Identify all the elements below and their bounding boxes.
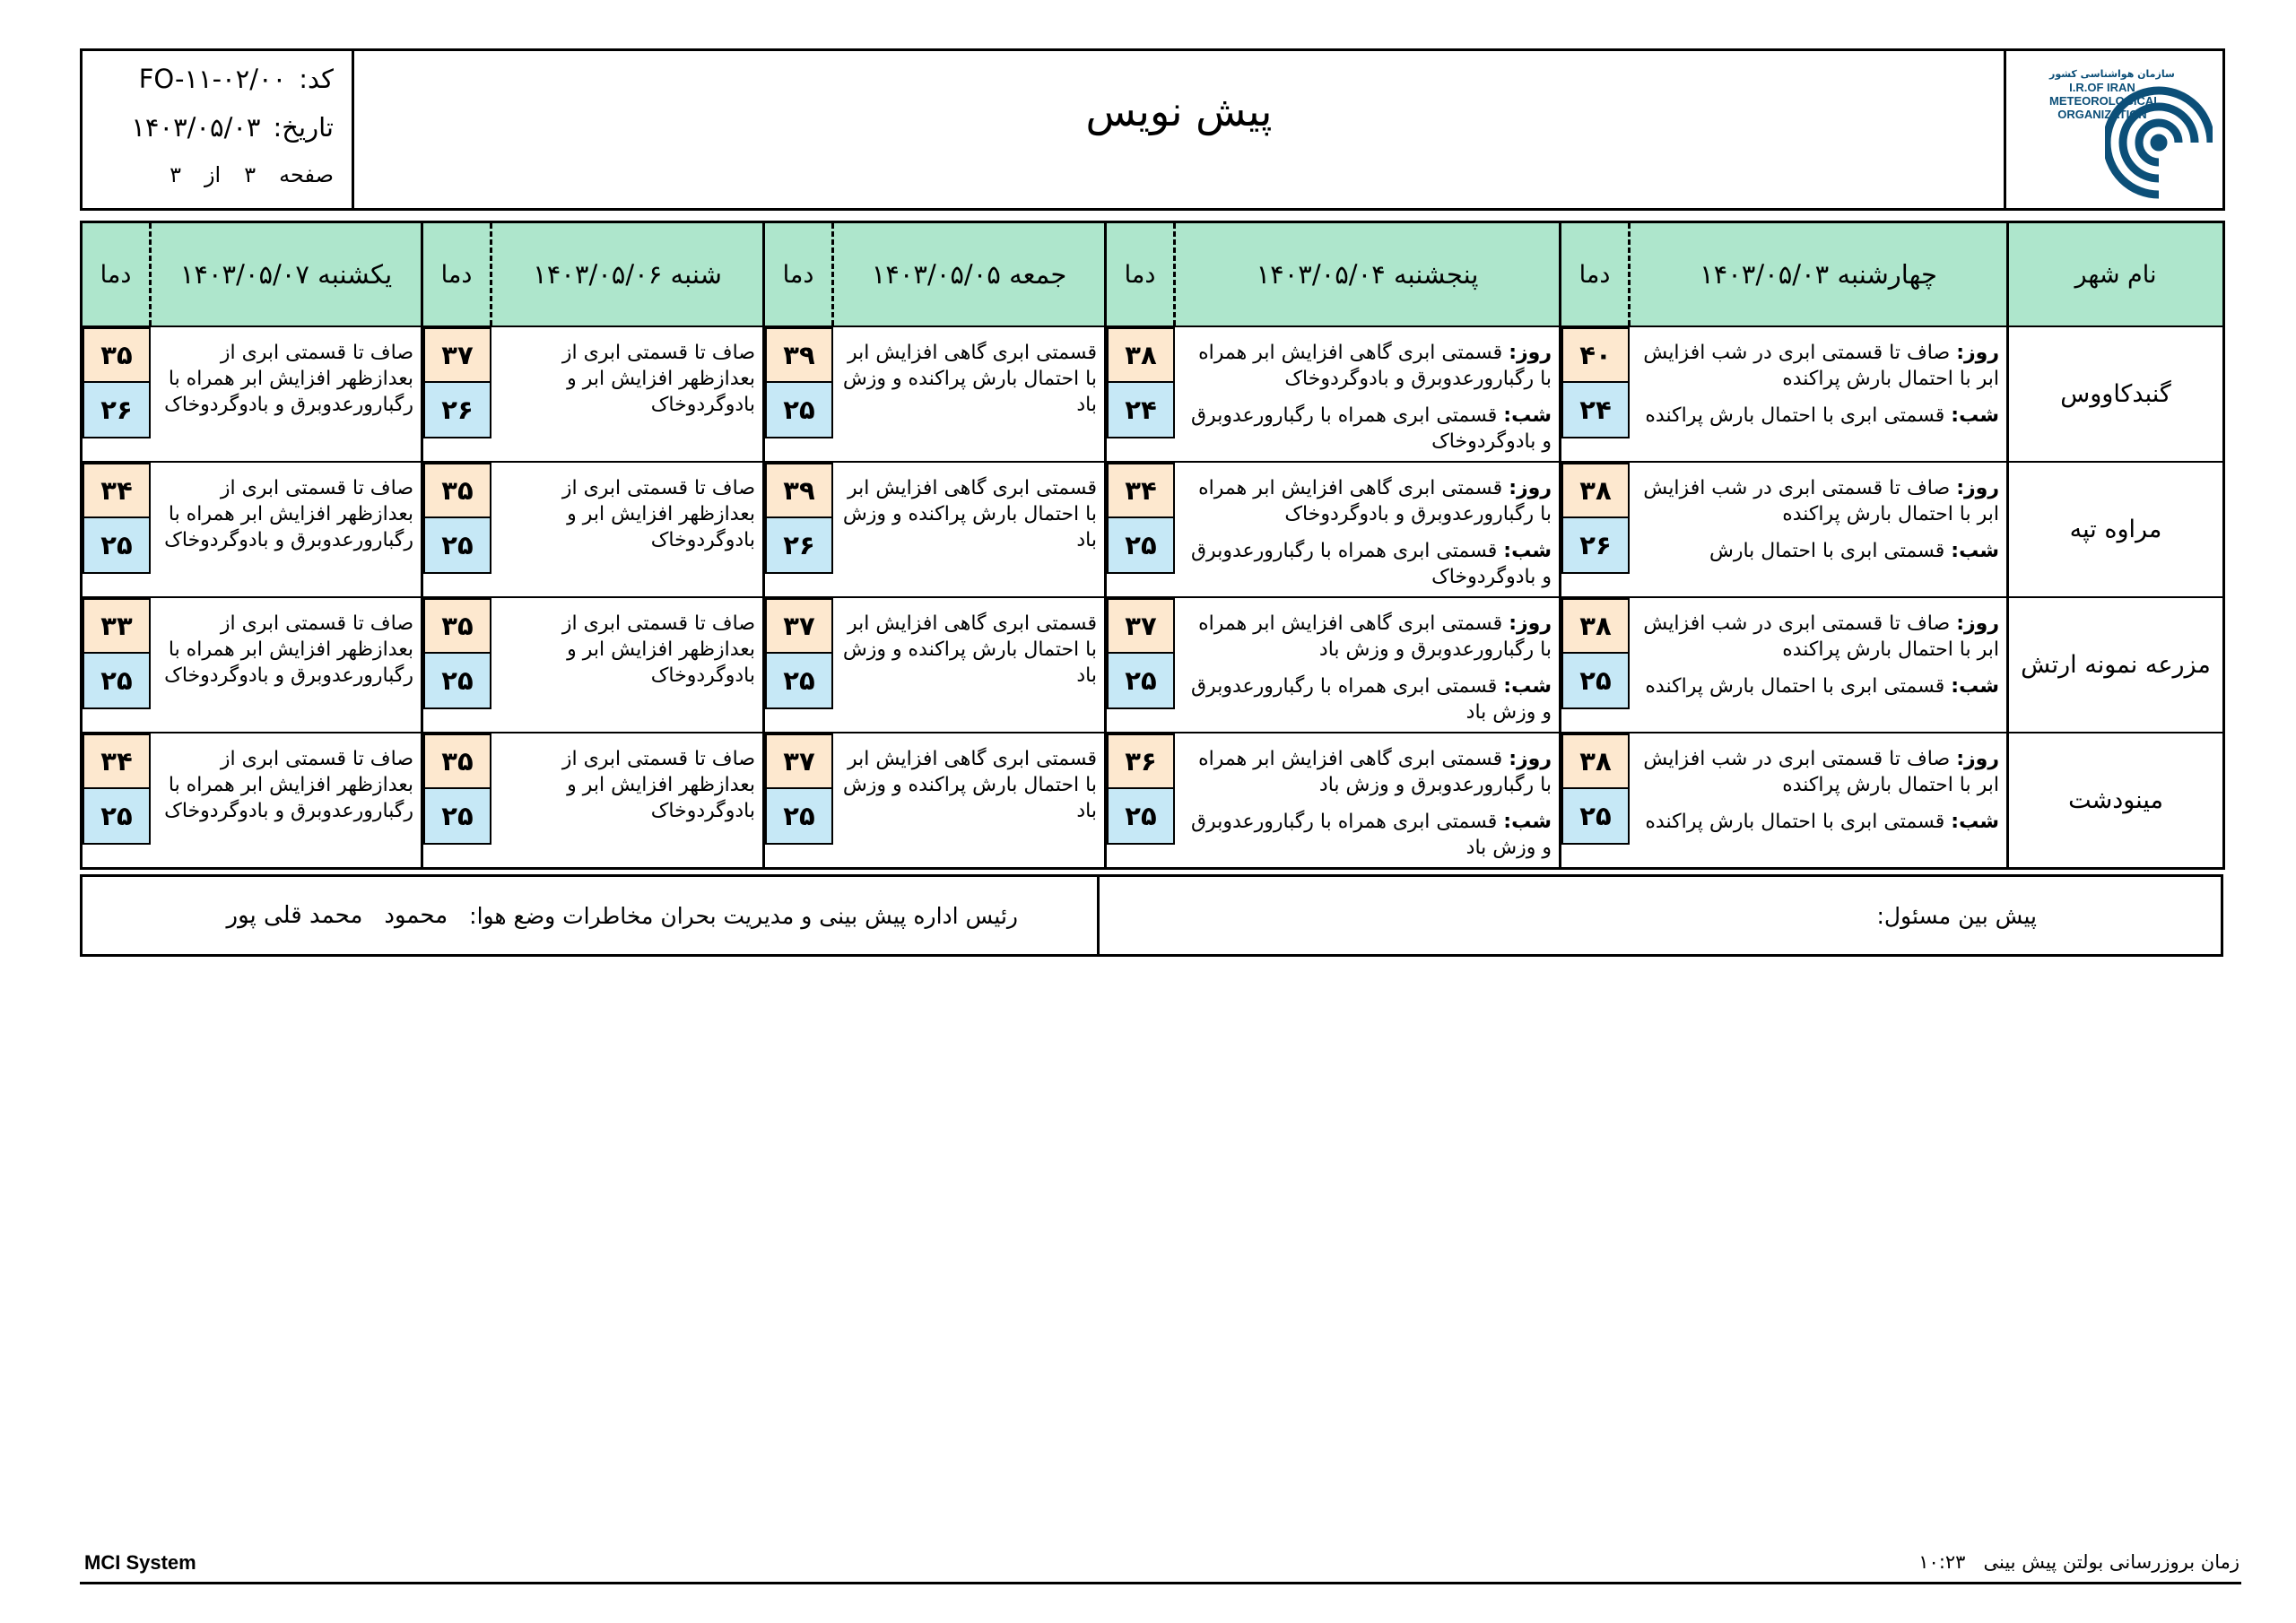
day-cell (1104, 733, 1559, 867)
update-label: زمان بروزرسانی بولتن پیش بینی (1983, 1551, 2239, 1573)
max-temp: ۳۵ (423, 463, 491, 518)
date-value: ۱۴۰۳/۰۵/۰۳ (131, 112, 261, 143)
night-label: شب: (1951, 675, 1999, 698)
min-temp: ۲۴ (1107, 383, 1175, 438)
min-temp: ۲۵ (1107, 518, 1175, 574)
forecast-description (149, 598, 421, 732)
logo-text (2049, 67, 2175, 121)
forecast-text: صاف تا قسمتی ابری از بعدازظهر افزایش ابر و بادوگردوخاک (561, 342, 755, 416)
head-last-name: محمد قلی پور (226, 902, 363, 929)
day-label: روز: (1956, 477, 1999, 499)
night-label: شب: (1503, 811, 1552, 833)
day-label: روز: (1509, 342, 1552, 364)
min-temp: ۲۵ (1561, 789, 1630, 845)
forecast-text: قسمتی ابری گاهی افزایش ابر با احتمال بارش پراکنده و وزش باد (842, 612, 1097, 687)
night-forecast (1637, 809, 1999, 835)
forecast-description (1173, 327, 1559, 461)
night-label: شب: (1951, 404, 1999, 427)
day-cell (762, 598, 1104, 732)
min-temp: ۲۵ (1561, 654, 1630, 709)
day-forecast (1637, 611, 1999, 663)
temp-header: دما (1578, 260, 1611, 289)
forecast-text: صاف تا قسمتی ابری از بعدازظهر افزایش ابر همراه با رگبارورعدوبرق و بادوگردوخاک (164, 612, 413, 687)
day-cell (1559, 327, 2006, 461)
min-temp: ۲۵ (83, 789, 151, 845)
footer-update (1918, 1551, 2239, 1573)
temperature-column (1561, 463, 1628, 596)
day-header-label: چهارشنبه ۱۴۰۳/۰۵/۰۳ (1628, 223, 2006, 325)
max-temp: ۳۴ (1107, 463, 1175, 518)
day-label: روز: (1509, 748, 1552, 770)
day-text: صاف تا قسمتی ابری در شب افزایش ابر با احتمال بارش پراکنده (1643, 748, 1999, 796)
max-temp: ۳۹ (765, 327, 833, 383)
forecast-text: قسمتی ابری گاهی افزایش ابر با احتمال بارش پراکنده و وزش باد (842, 342, 1097, 416)
day-forecast (1637, 746, 1999, 798)
night-text: قسمتی ابری همراه با رگبارورعدوبرق و وزش باد (1190, 675, 1552, 724)
max-temp: ۳۶ (1107, 733, 1175, 789)
head-label: رئیس اداره پیش بینی و مدیریت بحران مخاطرات وضع هوا: (469, 902, 1018, 929)
max-temp: ۳۷ (765, 733, 833, 789)
forecast-description (1173, 463, 1559, 596)
night-text: قسمتی ابری همراه با رگبارورعدوبرق و بادوگردوخاک (1190, 404, 1552, 453)
night-label: شب: (1503, 404, 1552, 427)
forecast-text: صاف تا قسمتی ابری از بعدازظهر افزایش ابر همراه با رگبارورعدوبرق و بادوگردوخاک (164, 342, 413, 416)
page-row (170, 162, 334, 187)
day-cell (83, 327, 421, 461)
city-name: مزرعه نمونه ارتش (2006, 598, 2222, 732)
night-label: شب: (1503, 675, 1552, 698)
temperature-column (1561, 598, 1628, 732)
day-header-3 (762, 223, 1104, 325)
forecast-description (1628, 733, 2006, 867)
forecast-text: صاف تا قسمتی ابری از بعدازظهر افزایش ابر و بادوگردوخاک (561, 748, 755, 822)
logo-line-2: I.R.OF IRAN (2069, 81, 2135, 94)
day-label: روز: (1956, 612, 1999, 635)
night-text: قسمتی ابری با احتمال بارش پراکنده (1645, 811, 1945, 833)
forecast-description (149, 327, 421, 461)
temperature-column (765, 327, 831, 461)
city-name: گنبدکاووس (2006, 327, 2222, 461)
day-forecast (1182, 746, 1552, 798)
min-temp: ۲۶ (83, 383, 151, 438)
page-current: ۳ (244, 162, 257, 187)
night-label: شب: (1503, 540, 1552, 562)
forecast-description (490, 733, 762, 867)
forecast-description (831, 463, 1104, 596)
temperature-column (423, 327, 490, 461)
min-temp: ۲۴ (1561, 383, 1630, 438)
night-forecast (1182, 403, 1552, 455)
logo-line-3: METEOROLOGICAL (2049, 94, 2161, 108)
forecaster-cell (1097, 877, 2221, 954)
temp-header: دما (100, 260, 132, 289)
max-temp: ۳۷ (765, 598, 833, 654)
temperature-column (423, 733, 490, 867)
max-temp: ۳۴ (83, 463, 151, 518)
day-cell (421, 463, 762, 596)
page-label: صفحه (279, 162, 334, 187)
day-header-2 (1104, 223, 1559, 325)
table-row (83, 732, 2222, 867)
temperature-column (1561, 327, 1628, 461)
day-text: قسمتی ابری گاهی افزایش ابر همراه با رگبارورعدوبرق و بادوگردوخاک (1198, 477, 1552, 525)
night-text: قسمتی ابری با احتمال بارش پراکنده (1645, 675, 1945, 698)
day-cell (1559, 463, 2006, 596)
temperature-column (1561, 733, 1628, 867)
footer-system: MCI System (84, 1551, 196, 1574)
date-label: تاریخ: (273, 112, 334, 143)
forecast-text: صاف تا قسمتی ابری از بعدازظهر افزایش ابر همراه با رگبارورعدوبرق و بادوگردوخاک (164, 748, 413, 822)
day-cell (421, 598, 762, 732)
city-name: مراوه تپه (2006, 463, 2222, 596)
day-cell (421, 733, 762, 867)
day-header-4 (421, 223, 762, 325)
forecast-text: قسمتی ابری گاهی افزایش ابر با احتمال بارش پراکنده و وزش باد (842, 748, 1097, 822)
table-row (83, 461, 2222, 596)
max-temp: ۳۵ (423, 598, 491, 654)
logo (2004, 51, 2222, 208)
max-temp: ۳۸ (1561, 733, 1630, 789)
max-temp: ۳۴ (83, 733, 151, 789)
day-forecast (1637, 475, 1999, 527)
max-temp: ۳۸ (1561, 598, 1630, 654)
temp-header: دما (440, 260, 473, 289)
title-cell (354, 51, 2004, 208)
document-meta (83, 51, 354, 208)
night-forecast (1182, 809, 1552, 861)
min-temp: ۲۵ (423, 518, 491, 574)
temperature-column (83, 463, 149, 596)
table-header-row (83, 223, 2222, 325)
night-text: قسمتی ابری همراه با رگبارورعدوبرق و وزش باد (1190, 811, 1552, 859)
forecast-description (1628, 327, 2006, 461)
day-header-label: پنجشنبه ۱۴۰۳/۰۵/۰۴ (1173, 223, 1559, 325)
night-label: شب: (1951, 540, 1999, 562)
max-temp: ۳۵ (83, 327, 151, 383)
day-header-5 (83, 223, 421, 325)
temperature-column (765, 598, 831, 732)
day-header-1 (1559, 223, 2006, 325)
day-forecast (1182, 340, 1552, 392)
forecast-description (490, 598, 762, 732)
day-header-label: شنبه ۱۴۰۳/۰۵/۰۶ (490, 223, 762, 325)
max-temp: ۳۹ (765, 463, 833, 518)
temperature-column (83, 327, 149, 461)
day-cell (421, 327, 762, 461)
temp-header: دما (782, 260, 814, 289)
min-temp: ۲۵ (765, 789, 833, 845)
forecast-text: صاف تا قسمتی ابری از بعدازظهر افزایش ابر و بادوگردوخاک (561, 477, 755, 551)
city-header: نام شهر (2006, 223, 2222, 325)
forecaster-label: پیش بین مسئول: (1876, 902, 2037, 929)
forecast-description (1628, 463, 2006, 596)
day-text: صاف تا قسمتی ابری در شب افزایش ابر با احتمال بارش پراکنده (1643, 612, 1999, 661)
max-temp: ۳۷ (423, 327, 491, 383)
day-cell (83, 598, 421, 732)
temperature-column (765, 463, 831, 596)
day-cell (762, 463, 1104, 596)
day-cell (1104, 598, 1559, 732)
logo-line-1: سازمان هواشناسی کشور (2049, 68, 2175, 80)
min-temp: ۲۵ (83, 654, 151, 709)
day-cell (1559, 733, 2006, 867)
temperature-column (1107, 463, 1173, 596)
day-text: قسمتی ابری گاهی افزایش ابر همراه با رگبارورعدوبرق و وزش باد (1198, 748, 1552, 796)
day-cell (762, 327, 1104, 461)
min-temp: ۲۶ (765, 518, 833, 574)
page-header (80, 48, 2225, 211)
temperature-column (83, 733, 149, 867)
forecast-description (831, 327, 1104, 461)
page-title: پیش نویس (1085, 87, 1273, 135)
code-row (139, 64, 334, 94)
min-temp: ۲۵ (1107, 654, 1175, 709)
max-temp: ۳۸ (1107, 327, 1175, 383)
night-forecast (1637, 403, 1999, 429)
forecast-description (490, 327, 762, 461)
night-text: قسمتی ابری همراه با رگبارورعدوبرق و بادوگردوخاک (1190, 540, 1552, 588)
day-cell (1559, 598, 2006, 732)
min-temp: ۲۵ (765, 383, 833, 438)
day-text: قسمتی ابری گاهی افزایش ابر همراه با رگبارورعدوبرق و وزش باد (1198, 612, 1552, 661)
forecast-text: صاف تا قسمتی ابری از بعدازظهر افزایش ابر همراه با رگبارورعدوبرق و بادوگردوخاک (164, 477, 413, 551)
night-forecast (1637, 673, 1999, 699)
forecast-description (490, 463, 762, 596)
temperature-column (423, 463, 490, 596)
day-label: روز: (1956, 342, 1999, 364)
head-cell (83, 877, 1097, 954)
day-forecast (1637, 340, 1999, 392)
min-temp: ۲۵ (83, 518, 151, 574)
table-row (83, 325, 2222, 461)
max-temp: ۴۰ (1561, 327, 1630, 383)
day-header-label: یکشنبه ۱۴۰۳/۰۵/۰۷ (149, 223, 421, 325)
forecast-description (149, 463, 421, 596)
temperature-column (1107, 733, 1173, 867)
day-text: صاف تا قسمتی ابری در شب افزایش ابر با احتمال بارش پراکنده (1643, 342, 1999, 390)
day-text: صاف تا قسمتی ابری در شب افزایش ابر با احتمال بارش پراکنده (1643, 477, 1999, 525)
city-name: مینودشت (2006, 733, 2222, 867)
forecast-text: صاف تا قسمتی ابری از بعدازظهر افزایش ابر و بادوگردوخاک (561, 612, 755, 687)
temp-header: دما (1124, 260, 1156, 289)
code-value: FO-۱۱-۰۲/۰۰ (138, 64, 287, 94)
temperature-column (1107, 598, 1173, 732)
logo-line-4: ORGANIZATION (2057, 108, 2147, 121)
head-first-name: محمود (384, 902, 448, 929)
max-temp: ۳۸ (1561, 463, 1630, 518)
min-temp: ۲۵ (423, 789, 491, 845)
day-cell (83, 733, 421, 867)
forecast-description (831, 598, 1104, 732)
day-cell (762, 733, 1104, 867)
forecast-description (149, 733, 421, 867)
day-label: روز: (1509, 477, 1552, 499)
max-temp: ۳۷ (1107, 598, 1175, 654)
min-temp: ۲۵ (765, 654, 833, 709)
page-of: از (204, 162, 222, 187)
table-row (83, 596, 2222, 732)
code-label: کد: (299, 64, 334, 94)
min-temp: ۲۵ (1107, 789, 1175, 845)
temperature-column (1107, 327, 1173, 461)
temperature-column (765, 733, 831, 867)
night-text: قسمتی ابری با احتمال بارش پراکنده (1645, 404, 1945, 427)
min-temp: ۲۶ (423, 383, 491, 438)
date-row (131, 112, 334, 143)
page-total: ۳ (170, 162, 181, 187)
day-header-label: جمعه ۱۴۰۳/۰۵/۰۵ (831, 223, 1104, 325)
min-temp: ۲۵ (423, 654, 491, 709)
forecast-description (1173, 733, 1559, 867)
max-temp: ۳۵ (423, 733, 491, 789)
max-temp: ۳۳ (83, 598, 151, 654)
night-forecast (1182, 538, 1552, 590)
night-forecast (1182, 673, 1552, 725)
forecast-table (80, 221, 2225, 870)
forecast-description (1173, 598, 1559, 732)
update-time: ۱۰:۲۳ (1918, 1551, 1966, 1573)
day-cell (1104, 463, 1559, 596)
night-text: قسمتی ابری با احتمال بارش (1709, 540, 1945, 562)
day-forecast (1182, 475, 1552, 527)
day-forecast (1182, 611, 1552, 663)
day-label: روز: (1956, 748, 1999, 770)
min-temp: ۲۶ (1561, 518, 1630, 574)
temperature-column (83, 598, 149, 732)
day-cell (83, 463, 421, 596)
day-label: روز: (1509, 612, 1552, 635)
forecast-description (1628, 598, 2006, 732)
day-cell (1104, 327, 1559, 461)
forecast-description (831, 733, 1104, 867)
forecast-text: قسمتی ابری گاهی افزایش ابر با احتمال بارش پراکنده و وزش باد (842, 477, 1097, 551)
footer-divider (80, 1582, 2241, 1584)
day-text: قسمتی ابری گاهی افزایش ابر همراه با رگبارورعدوبرق و بادوگردوخاک (1198, 342, 1552, 390)
signature-box (80, 874, 2223, 957)
night-forecast (1637, 538, 1999, 564)
temperature-column (423, 598, 490, 732)
night-label: شب: (1951, 811, 1999, 833)
